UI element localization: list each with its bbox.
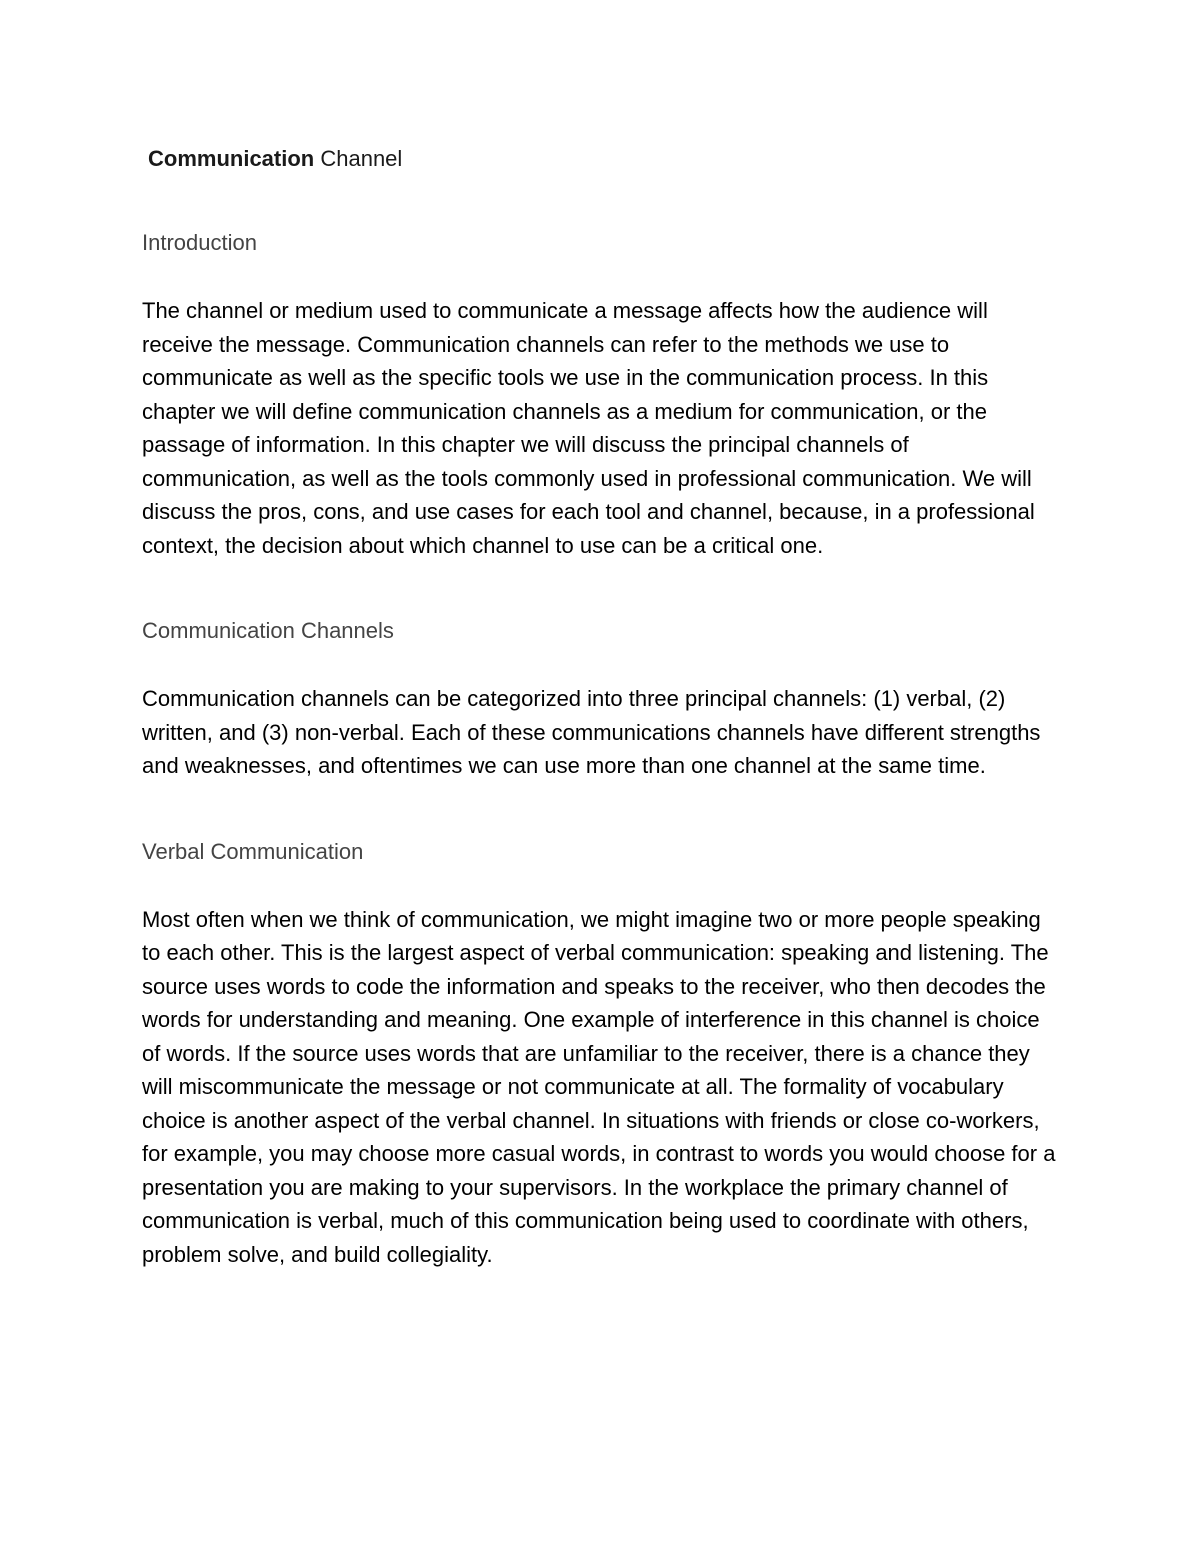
document-title-rest: Channel	[314, 146, 403, 171]
section-paragraph-communication-channels: Communication channels can be categorized into three principal channels: (1) verbal, (2) written, and (3) non-verbal. Each of these communications channels have different strengths and weaknesses, and oftentimes we can use more than one channel at the same time.	[142, 686, 1041, 778]
document-body	[142, 142, 1062, 1271]
document-title-bold: Communication	[148, 146, 315, 171]
section-heading-introduction: Introduction	[142, 230, 257, 255]
document-title	[142, 142, 1062, 175]
section-heading-verbal-communication: Verbal Communication	[142, 838, 364, 864]
section-paragraph-verbal-communication: Most often when we think of communication, we might imagine two or more people speaking to each other. This is the largest aspect of verbal communication: speaking and listening. The source uses words to code the information and speaks to the receiver, who then decodes the words for understanding and meaning. One example of interference in this channel is choice of words. If the source uses words that are unfamiliar to the receiver, there is a chance they will miscommunicate the message or not communicate at all. The formality of vocabulary choice is another aspect of the verbal channel. In situations with friends or close co-workers, for example, you may choose more casual words, in contrast to words you would choose for a presentation you are making to your supervisors. In the workplace the primary channel of communication is verbal, much of this communication being used to coordinate with others, problem solve, and build collegiality.	[142, 906, 1056, 1267]
section-paragraph-introduction: The channel or medium used to communicate a message affects how the audience will receive the message. Communication channels can refer to the methods we use to communicate as well as the specific tools we use in the communication process. In this chapter we will define communication channels as a medium for communication, or the passage of information. In this chapter we will discuss the principal channels of communication, as well as the tools commonly used in professional communication. We will discuss the pros, cons, and use cases for each tool and channel, because, in a professional context, the decision about which channel to use can be a critical one.	[142, 298, 1035, 558]
section-heading-communication-channels: Communication Channels	[142, 618, 394, 643]
